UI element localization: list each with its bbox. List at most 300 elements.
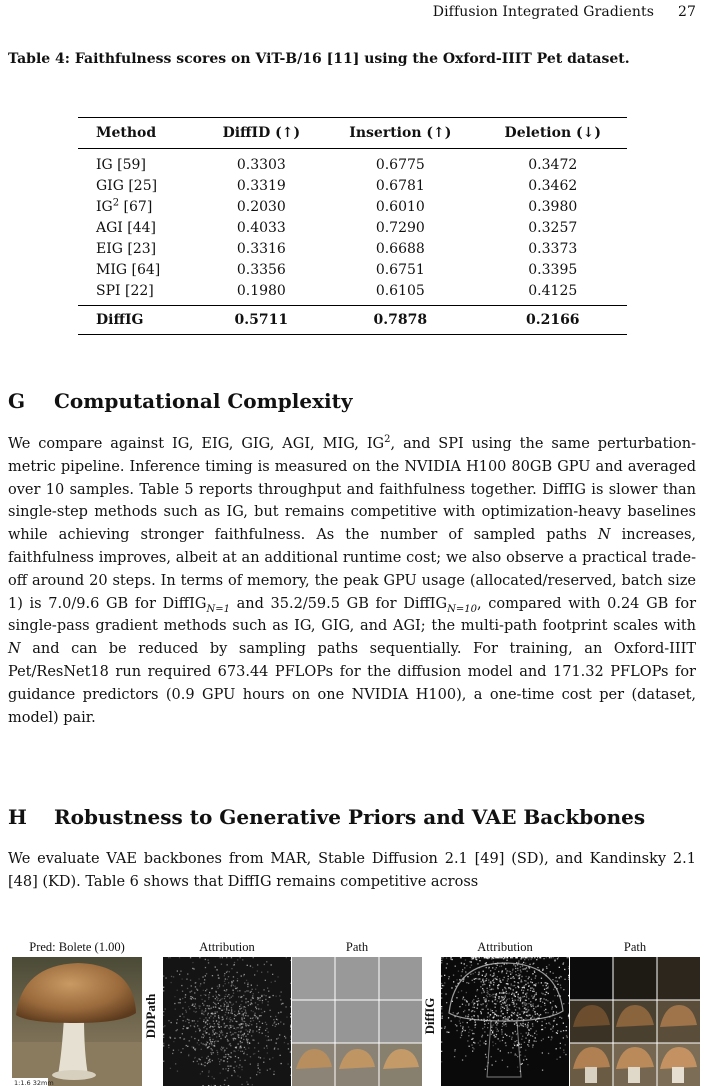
attribution-pixel [203,1031,204,1032]
attribution-pixel [204,1065,205,1066]
attribution-pixel [465,1055,466,1056]
attribution-pixel [259,1000,260,1001]
attribution-pixel [486,962,487,963]
attribution-pixel [510,978,511,979]
attribution-pixel [218,1003,219,1004]
attribution-pixel [467,1016,468,1017]
attribution-pixel [231,997,232,998]
attribution-pixel [207,1020,208,1021]
attribution-pixel [483,990,484,991]
attribution-pixel [203,1037,204,1038]
attribution-pixel [510,971,511,972]
attribution-pixel [213,1052,214,1053]
attribution-pixel [490,970,491,971]
attribution-pixel [507,1004,508,1005]
attribution-pixel [192,997,193,998]
attribution-pixel [527,1027,528,1028]
attribution-pixel [240,957,241,958]
attribution-pixel [237,978,238,979]
attribution-pixel [468,1014,469,1015]
attribution-pixel [496,967,497,968]
attribution-pixel [240,1042,241,1043]
attribution-pixel [202,1003,203,1004]
attribution-pixel [208,1076,209,1077]
cell-deletion: 0.3395 [528,262,578,278]
attribution-pixel [241,1011,242,1012]
attribution-pixel [500,1008,501,1009]
attribution-pixel [177,1029,178,1030]
attribution-pixel [290,983,291,984]
attribution-pixel [535,1041,536,1042]
attribution-pixel [506,1000,507,1001]
attribution-pixel [488,1012,489,1013]
attribution-pixel [500,1001,501,1002]
attribution-pixel [518,960,519,961]
attribution-pixel [486,1057,487,1058]
attribution-pixel [224,998,225,999]
attribution-pixel [456,1030,457,1031]
attribution-pixel [528,957,529,958]
attribution-pixel [220,957,221,958]
method-ref: [67] [119,199,153,215]
attribution-pixel [290,998,291,999]
attribution-pixel [192,1005,193,1006]
attribution-pixel [512,1000,513,1001]
attribution-pixel [516,1015,517,1016]
attribution-pixel [553,989,554,990]
attribution-pixel [242,1027,243,1028]
attribution-pixel [253,1017,254,1018]
attribution-pixel [260,1057,261,1058]
attribution-pixel [506,1026,507,1027]
attribution-pixel [213,1017,214,1018]
attribution-pixel [542,1021,543,1022]
attribution-pixel [567,1037,568,1038]
attribution-pixel [472,1010,473,1011]
attribution-pixel [170,1068,171,1069]
attribution-pixel [230,1045,231,1046]
cell-method [78,197,201,218]
attribution-pixel [264,1048,265,1049]
attribution-pixel [268,1032,269,1033]
attribution-pixel [505,1005,506,1006]
attribution-pixel [218,1058,219,1059]
attribution-pixel [243,1015,244,1016]
attribution-pixel [205,1026,206,1027]
attribution-pixel [517,994,518,995]
attribution-pixel [235,1038,236,1039]
attribution-pixel [244,1047,245,1048]
attribution-pixel [507,980,508,981]
attribution-pixel [518,986,519,987]
attribution-pixel [451,987,452,988]
attribution-pixel [224,1084,225,1085]
attribution-pixel [546,988,547,989]
attribution-pixel [190,957,191,958]
attribution-pixel [257,1065,258,1066]
attribution-pixel [204,1001,205,1002]
attribution-pixel [535,1020,536,1021]
attribution-pixel [235,1051,236,1052]
attribution-pixel [521,980,522,981]
attribution-pixel [243,1014,244,1015]
attribution-pixel [516,1040,517,1041]
attribution-pixel [547,1012,548,1013]
attribution-pixel [217,1054,218,1055]
attribution-pixel [273,995,274,996]
attribution-pixel [501,1011,502,1012]
attribution-pixel [204,1011,205,1012]
attribution-pixel [532,991,533,992]
attribution-pixel [203,990,204,991]
attribution-pixel [474,1007,475,1008]
attribution-pixel [521,990,522,991]
attribution-pixel [220,1038,221,1039]
attribution-pixel [199,957,200,958]
section-number: H [8,805,27,829]
attribution-pixel [285,1037,286,1038]
attribution-pixel [530,988,531,989]
attribution-pixel [475,972,476,973]
attribution-pixel [552,1031,553,1032]
attribution-pixel [508,971,509,972]
attribution-pixel [239,1006,240,1007]
attribution-pixel [212,1076,213,1077]
attribution-pixel [517,1056,518,1057]
attribution-pixel [215,1040,216,1041]
attribution-pixel [255,989,256,990]
attribution-pixel [502,989,503,990]
attribution-pixel [285,1006,286,1007]
attribution-pixel [471,965,472,966]
attribution-pixel [256,1074,257,1075]
attribution-pixel [203,1034,204,1035]
table-row [78,260,627,281]
attribution-pixel [290,1066,291,1067]
attribution-pixel [448,1032,449,1033]
attribution-pixel [278,1023,279,1024]
attribution-pixel [201,999,202,1000]
attribution-pixel [263,989,264,990]
text-run: , and SPI using the same perturbation-metric pipeline. Inference timing is measured on the NVIDIA H100 80GB GPU and averaged over 10 samples. Table 5 reports throughput and faithfulness together. DiffIG is slower than single-step methods such as IG, but remains competitive with optimization-heavy baselines while achieving stronger faithfulness. As the number of sampled paths [8,436,696,544]
attribution-pixel [190,996,191,997]
attribution-pixel [223,1060,224,1061]
attribution-pixel [486,974,487,975]
attribution-pixel [240,1077,241,1078]
attribution-pixel [525,1056,526,1057]
attribution-pixel [543,958,544,959]
attribution-pixel [180,971,181,972]
attribution-pixel [229,1066,230,1067]
attribution-pixel [546,957,547,958]
attribution-pixel [229,1001,230,1002]
attribution-pixel [495,969,496,970]
attribution-pixel [463,997,464,998]
cell-insertion: 0.7290 [375,220,425,236]
attribution-pixel [557,995,558,996]
attribution-pixel [505,996,506,997]
attribution-pixel [193,1047,194,1048]
attribution-pixel [559,977,560,978]
attribution-pixel [210,1039,211,1040]
attribution-pixel [222,1034,223,1035]
attribution-pixel [200,1073,201,1074]
attribution-pixel [557,1030,558,1031]
attribution-pixel [226,1033,227,1034]
attribution-pixel [247,1034,248,1035]
section-title: Computational Complexity [54,389,353,413]
attribution-pixel [243,1021,244,1022]
attribution-pixel [461,975,462,976]
attribution-pixel [290,1075,291,1076]
attribution-pixel [563,1003,564,1004]
attribution-pixel [476,990,477,991]
attribution-pixel [522,1006,523,1007]
attribution-pixel [495,997,496,998]
attribution-pixel [237,990,238,991]
attribution-pixel [453,1012,454,1013]
attribution-pixel [272,1025,273,1026]
attribution-pixel [462,1022,463,1023]
attribution-pixel [224,975,225,976]
attribution-pixel [532,1005,533,1006]
text-run: and 35.2/59.5 GB for DiffIG [229,595,448,612]
attribution-pixel [205,1062,206,1063]
attribution-pixel [283,1023,284,1024]
attribution-pixel [204,1044,205,1045]
attribution-pixel [258,992,259,993]
cell-diffid: 0.3319 [236,178,286,194]
attribution-pixel [501,1000,502,1001]
attribution-pixel [248,1005,249,1006]
attribution-pixel [468,1005,469,1006]
attribution-pixel [540,1006,541,1007]
attribution-pixel [168,1047,169,1048]
attribution-pixel [214,1078,215,1079]
attribution-pixel [216,1021,217,1022]
attribution-pixel [540,1001,541,1002]
attribution-pixel [228,982,229,983]
attribution-pixel [482,1003,483,1004]
attribution-pixel [528,978,529,979]
attribution-pixel [267,1004,268,1005]
attribution-pixel [264,994,265,995]
attribution-pixel [238,1035,239,1036]
attribution-pixel [266,1040,267,1041]
attribution-pixel [195,1023,196,1024]
attribution-pixel [462,1028,463,1029]
attribution-pixel [270,1068,271,1069]
attribution-pixel [179,974,180,975]
attribution-pixel [460,957,461,958]
attribution-pixel [520,971,521,972]
attribution-pixel [208,998,209,999]
attribution-pixel [484,1031,485,1032]
attribution-label-left: Attribution [199,940,255,954]
attribution-pixel [469,1020,470,1021]
attribution-pixel [213,996,214,997]
attribution-pixel [220,1005,221,1006]
attribution-pixel [505,988,506,989]
attribution-pixel [240,1060,241,1061]
attribution-pixel [483,981,484,982]
attribution-pixel [242,959,243,960]
attribution-pixel [275,1016,276,1017]
attribution-pixel [534,1011,535,1012]
attribution-pixel [534,1040,535,1041]
attribution-pixel [211,1048,212,1049]
attribution-pixel [219,1036,220,1037]
attribution-pixel [508,993,509,994]
attribution-pixel [468,1032,469,1033]
attribution-pixel [452,959,453,960]
attribution-pixel [464,967,465,968]
cell-method: EIG [23] [96,241,157,257]
attribution-pixel [523,1013,524,1014]
attribution-pixel [522,1011,523,1012]
attribution-pixel [505,968,506,969]
attribution-pixel [531,995,532,996]
attribution-pixel [521,1018,522,1019]
attribution-pixel [475,957,476,958]
attribution-pixel [527,971,528,972]
attribution-pixel [540,998,541,999]
attribution-pixel [201,1037,202,1038]
attribution-pixel [441,957,442,958]
attribution-pixel [542,985,543,986]
attribution-pixel [165,1008,166,1009]
attribution-pixel [495,1003,496,1004]
attribution-pixel [491,1030,492,1031]
cell-deletion: 0.3462 [528,178,578,194]
attribution-pixel [231,957,232,958]
attribution-pixel [512,969,513,970]
attribution-pixel [222,1048,223,1049]
attribution-pixel [493,1024,494,1025]
attribution-pixel [237,959,238,960]
attribution-pixel [456,997,457,998]
attribution-pixel [509,987,510,988]
attribution-pixel [194,1006,195,1007]
attribution-pixel [248,1025,249,1026]
attribution-pixel [527,1044,528,1045]
cell-insertion: 0.6010 [375,199,425,215]
attribution-pixel [197,1061,198,1062]
attribution-pixel [476,959,477,960]
attribution-pixel [170,957,171,958]
attribution-pixel [546,966,547,967]
attribution-pixel [247,984,248,985]
attribution-pixel [441,988,442,989]
attribution-pixel [257,997,258,998]
page-number: 27 [677,4,696,20]
attribution-pixel [200,995,201,996]
attribution-pixel [217,1052,218,1053]
attribution-pixel [270,1010,271,1011]
attribution-pixel [486,978,487,979]
attribution-pixel [268,1001,269,1002]
attribution-pixel [180,1037,181,1038]
attribution-pixel [487,992,488,993]
attribution-pixel [243,995,244,996]
attribution-pixel [514,1003,515,1004]
attribution-pixel [495,1010,496,1011]
attribution-pixel [568,1013,569,1014]
attribution-pixel [239,1025,240,1026]
attribution-pixel [231,1027,232,1028]
attribution-pixel [177,970,178,971]
attribution-pixel [209,1037,210,1038]
attribution-pixel [472,1007,473,1008]
attribution-pixel [524,1042,525,1043]
attribution-pixel [505,1002,506,1003]
attribution-pixel [229,1021,230,1022]
attribution-pixel [230,1032,231,1033]
attribution-pixel [534,1018,535,1019]
attribution-pixel [257,1071,258,1072]
attribution-pixel [230,1025,231,1026]
attribution-pixel [495,1043,496,1044]
attribution-pixel [507,970,508,971]
attribution-pixel [513,964,514,965]
attribution-pixel [484,984,485,985]
attribution-pixel [556,1048,557,1049]
attribution-pixel [523,969,524,970]
attribution-pixel [231,968,232,969]
attribution-pixel [247,986,248,987]
attribution-pixel [511,1039,512,1040]
attribution-pixel [232,1034,233,1035]
attribution-pixel [528,998,529,999]
attribution-pixel [488,1023,489,1024]
attribution-pixel [522,1021,523,1022]
attribution-pixel [471,1016,472,1017]
attribution-pixel [506,983,507,984]
attribution-pixel [518,973,519,974]
attribution-pixel [493,996,494,997]
attribution-pixel [504,964,505,965]
attribution-pixel [209,1023,210,1024]
attribution-pixel [219,986,220,987]
attribution-pixel [557,981,558,982]
attribution-pixel [497,1000,498,1001]
attribution-pixel [226,1048,227,1049]
attribution-pixel [214,1013,215,1014]
attribution-pixel [249,1032,250,1033]
attribution-pixel [276,996,277,997]
attribution-pixel [533,1008,534,1009]
attribution-pixel [496,993,497,994]
attribution-pixel [507,957,508,958]
attribution-pixel [514,1055,515,1056]
attribution-pixel [238,1013,239,1014]
attribution-pixel [286,957,287,958]
attribution-pixel [532,982,533,983]
attribution-pixel [523,990,524,991]
attribution-pixel [265,995,266,996]
attribution-pixel [256,1026,257,1027]
attribution-pixel [544,1010,545,1011]
attribution-pixel [531,957,532,958]
attribution-pixel [514,1014,515,1015]
attribution-pixel [178,1050,179,1051]
attribution-pixel [195,1008,196,1009]
attribution-pixel [496,995,497,996]
attribution-pixel [479,978,480,979]
attribution-pixel [473,973,474,974]
attribution-pixel [487,993,488,994]
attribution-pixel [214,1043,215,1044]
